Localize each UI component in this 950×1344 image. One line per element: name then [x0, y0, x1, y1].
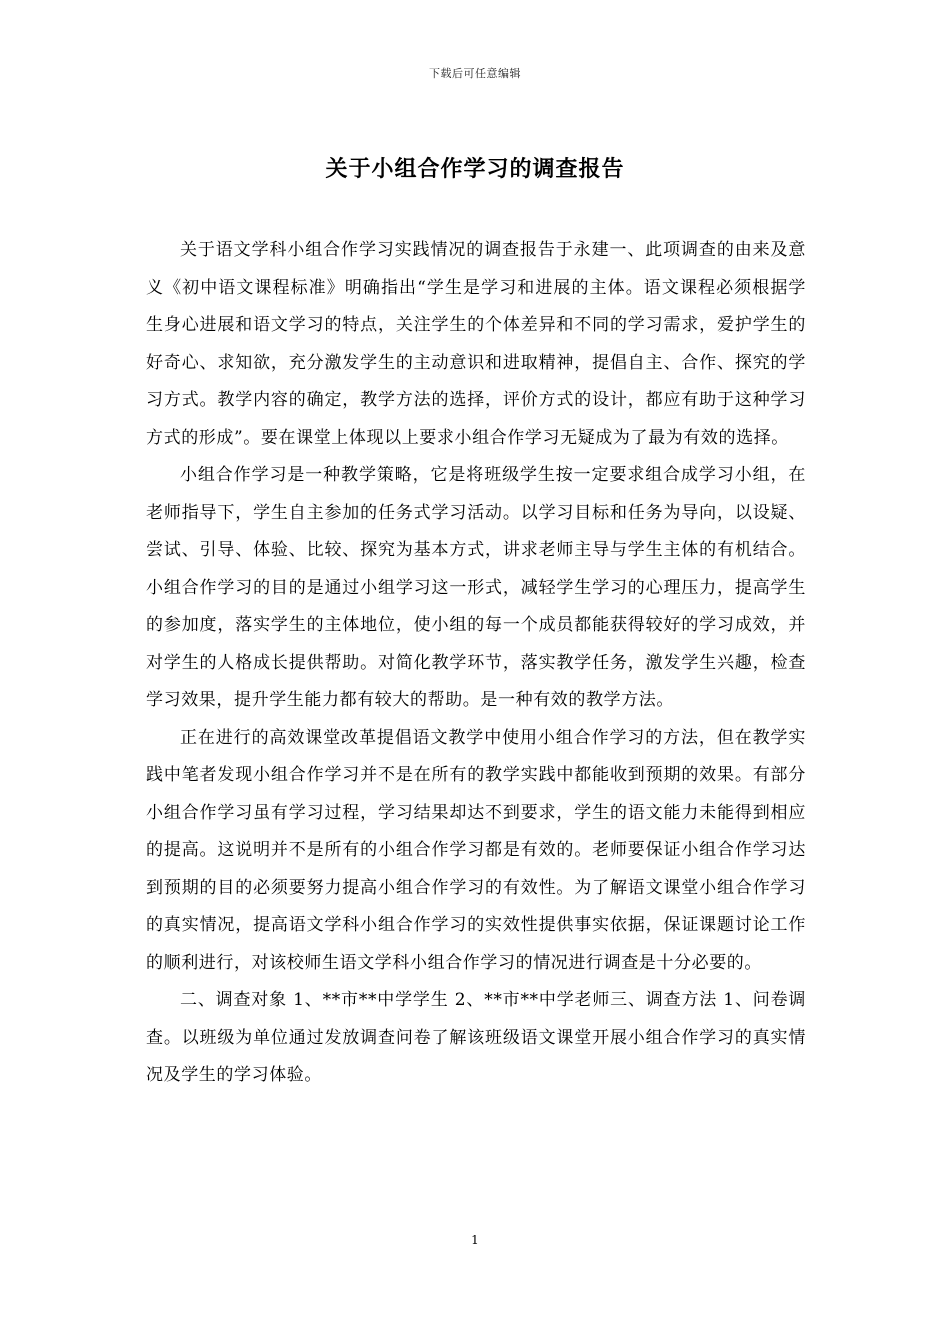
document-title: 关于小组合作学习的调查报告 [325, 156, 625, 182]
paragraph-4: 二、调查对象 1、**市**中学学生 2、**市**中学老师三、调查方法 1、问卷调查。以班级为单位通过发放调查问卷了解该班级语文课堂开展小组合作学习的真实情况及学生的学习体验。 [146, 990, 806, 1085]
header-note: 下载后可任意编辑 [429, 67, 521, 80]
paragraph-2: 小组合作学习是一种教学策略，它是将班级学生按一定要求组合成学习小组，在老师指导下，学生自主参加的任务式学习活动。以学习目标和任务为导向，以设疑、尝试、引导、体验、比较、探究为基本方式，讲求老师主导与学生主体的有机结合。小组合作学习的目的是通过小组学习这一形式，减轻学生学习的心理压力，提高学生的参加度，落实学生的主体地位，使小组的每一个成员都能获得较好的学习成效，并对学生的人格成长提供帮助。对简化教学环节，落实教学任务，激发学生兴趣，检查学习效果，提升学生能力都有较大的帮助。是一种有效的教学方法。 [146, 465, 806, 710]
page-number: 1 [471, 1233, 479, 1247]
paragraph-1: 关于语文学科小组合作学习实践情况的调查报告于永建一、此项调查的由来及意义《初中语文课程标准》明确指出“学生是学习和进展的主体。语文课程必须根据学生身心进展和语文学习的特点，关注学生的个体差异和不同的学习需求，爱护学生的好奇心、求知欲，充分激发学生的主动意识和进取精神，提倡自主、合作、探究的学习方式。教学内容的确定，教学方法的选择，评价方式的设计，都应有助于这种学习方式的形成”。要在课堂上体现以上要求小组合作学习无疑成为了最为有效的选择。 [146, 240, 806, 448]
paragraph-3: 正在进行的高效课堂改革提倡语文教学中使用小组合作学习的方法，但在教学实践中笔者发现小组合作学习并不是在所有的教学实践中都能收到预期的效果。有部分小组合作学习虽有学习过程，学习结果却达不到要求，学生的语文能力未能得到相应的提高。这说明并不是所有的小组合作学习都是有效的。老师要保证小组合作学习达到预期的目的必须要努力提高小组合作学习的有效性。为了解语文课堂小组合作学习的真实情况，提高语文学科小组合作学习的实效性提供事实依据，保证课题讨论工作的顺利进行，对该校师生语文学科小组合作学习的情况进行调查是十分必要的。 [146, 727, 806, 973]
document-body [146, 232, 806, 1095]
